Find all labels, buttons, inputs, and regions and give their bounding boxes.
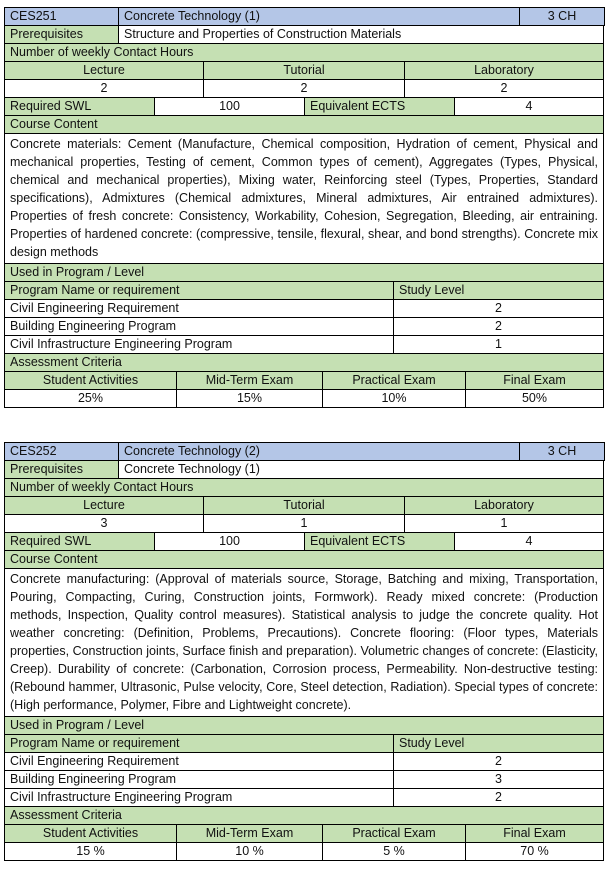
program-name: Building Engineering Program — [5, 318, 394, 336]
program-name-header: Program Name or requirement — [5, 282, 394, 300]
tutorial-hours: 1 — [204, 515, 405, 533]
prerequisites-table — [4, 461, 604, 479]
workload-table — [4, 533, 604, 551]
laboratory-header: Laboratory — [405, 497, 604, 515]
contact-hours-table — [4, 44, 604, 98]
prerequisites-label: Prerequisites — [5, 26, 119, 44]
ects-label: Equivalent ECTS — [305, 533, 455, 551]
program-row — [5, 753, 604, 771]
programs-table — [4, 264, 604, 354]
swl-value: 100 — [155, 98, 305, 116]
prerequisites-value: Structure and Properties of Construction Materials — [119, 26, 604, 44]
contact-hours-label: Number of weekly Contact Hours — [5, 479, 604, 497]
student-activities-value: 15 % — [5, 843, 177, 861]
program-name: Building Engineering Program — [5, 771, 394, 789]
tutorial-header: Tutorial — [204, 497, 405, 515]
laboratory-hours: 2 — [405, 80, 604, 98]
student-activities-header: Student Activities — [5, 825, 177, 843]
final-exam-header: Final Exam — [466, 372, 604, 390]
contact-hours-label: Number of weekly Contact Hours — [5, 44, 604, 62]
course-header-table — [4, 442, 605, 461]
assessment-table — [4, 354, 604, 408]
student-activities-value: 25% — [5, 390, 177, 408]
assessment-table — [4, 807, 604, 861]
workload-table — [4, 98, 604, 116]
study-level-header: Study Level — [394, 735, 604, 753]
practical-exam-header: Practical Exam — [323, 825, 466, 843]
course-title: Concrete Technology (1) — [119, 8, 520, 26]
ects-value: 4 — [455, 98, 604, 116]
ects-value: 4 — [455, 533, 604, 551]
course-code: CES251 — [5, 8, 119, 26]
study-level: 2 — [394, 318, 604, 336]
ects-label: Equivalent ECTS — [305, 98, 455, 116]
final-exam-header: Final Exam — [466, 825, 604, 843]
midterm-exam-header: Mid-Term Exam — [177, 372, 323, 390]
course-content-table — [4, 551, 604, 717]
final-exam-value: 70 % — [466, 843, 604, 861]
study-level: 2 — [394, 753, 604, 771]
midterm-exam-header: Mid-Term Exam — [177, 825, 323, 843]
contact-hours-table — [4, 479, 604, 533]
programs-table — [4, 717, 604, 807]
assessment-label: Assessment Criteria — [5, 354, 604, 372]
practical-exam-header: Practical Exam — [323, 372, 466, 390]
swl-label: Required SWL — [5, 533, 155, 551]
course-content-text: Concrete manufacturing: (Approval of materials source, Storage, Batching and mixing, Transportation, Pouring, Compacting, Curing, Construction joints, Formwork). Ready mixed concrete: (Production methods, Inspection, Quality control measures). Statistical analysis to judge the concrete quality. Hot weather concreting: (Definition, Problems, Precautions). Concrete flooring: (Floor types, Materials properties, Construction joints, Surface finish and preparation). Volumetric changes of concrete: (Elasticity, Creep). Durability of concrete: (Carbonation, Corrosion process, Permeability. Non-destructive testing: (Rebound hammer, Ultrasonic, Pulse velocity, Core, Steel detection, Radiation). Special types of concrete: (High performance, Polymer, Fibre and Lightweight concrete). — [5, 569, 604, 717]
practical-exam-value: 5 % — [323, 843, 466, 861]
midterm-exam-value: 10 % — [177, 843, 323, 861]
program-name: Civil Engineering Requirement — [5, 753, 394, 771]
course-header-table — [4, 7, 605, 26]
study-level: 3 — [394, 771, 604, 789]
laboratory-hours: 1 — [405, 515, 604, 533]
prerequisites-label: Prerequisites — [5, 461, 119, 479]
programs-label: Used in Program / Level — [5, 264, 604, 282]
lecture-header: Lecture — [5, 497, 204, 515]
lecture-hours: 3 — [5, 515, 204, 533]
tutorial-hours: 2 — [204, 80, 405, 98]
course-card-ces251 — [4, 7, 604, 408]
programs-label: Used in Program / Level — [5, 717, 604, 735]
credit-hours: 3 CH — [520, 8, 605, 26]
program-name: Civil Infrastructure Engineering Program — [5, 789, 394, 807]
prerequisites-value: Concrete Technology (1) — [119, 461, 604, 479]
program-row — [5, 318, 604, 336]
program-name: Civil Engineering Requirement — [5, 300, 394, 318]
course-content-text: Concrete materials: Cement (Manufacture, Chemical composition, Hydration of cement, Physical and mechanical properties, Testing of cement, Common types of cement), Aggregates (Types, Physical, chemical and mechanical properties), Mixing water, Reinforcing steel (Types, Properties, Standard specifications), Admixtures (Chemical admixtures, Mineral admixtures, Air entrained admixtures). Properties of fresh concrete: Consistency, Workability, Cohesion, Segregation, Bleeding, air entraining. Properties of hardened concrete: (compressive, tensile, flexural, shear, and bond strengths). Concrete mix design methods — [5, 134, 604, 264]
program-row — [5, 300, 604, 318]
course-card-ces252 — [4, 442, 604, 861]
credit-hours: 3 CH — [520, 443, 605, 461]
course-title: Concrete Technology (2) — [119, 443, 520, 461]
laboratory-header: Laboratory — [405, 62, 604, 80]
course-code: CES252 — [5, 443, 119, 461]
final-exam-value: 50% — [466, 390, 604, 408]
course-content-label: Course Content — [5, 551, 604, 569]
course-content-label: Course Content — [5, 116, 604, 134]
program-row — [5, 789, 604, 807]
midterm-exam-value: 15% — [177, 390, 323, 408]
swl-label: Required SWL — [5, 98, 155, 116]
student-activities-header: Student Activities — [5, 372, 177, 390]
program-name: Civil Infrastructure Engineering Program — [5, 336, 394, 354]
program-name-header: Program Name or requirement — [5, 735, 394, 753]
swl-value: 100 — [155, 533, 305, 551]
prerequisites-table — [4, 26, 604, 44]
lecture-hours: 2 — [5, 80, 204, 98]
lecture-header: Lecture — [5, 62, 204, 80]
course-content-table — [4, 116, 604, 264]
tutorial-header: Tutorial — [204, 62, 405, 80]
study-level-header: Study Level — [394, 282, 604, 300]
study-level: 2 — [394, 300, 604, 318]
program-row — [5, 336, 604, 354]
study-level: 2 — [394, 789, 604, 807]
program-row — [5, 771, 604, 789]
assessment-label: Assessment Criteria — [5, 807, 604, 825]
practical-exam-value: 10% — [323, 390, 466, 408]
study-level: 1 — [394, 336, 604, 354]
